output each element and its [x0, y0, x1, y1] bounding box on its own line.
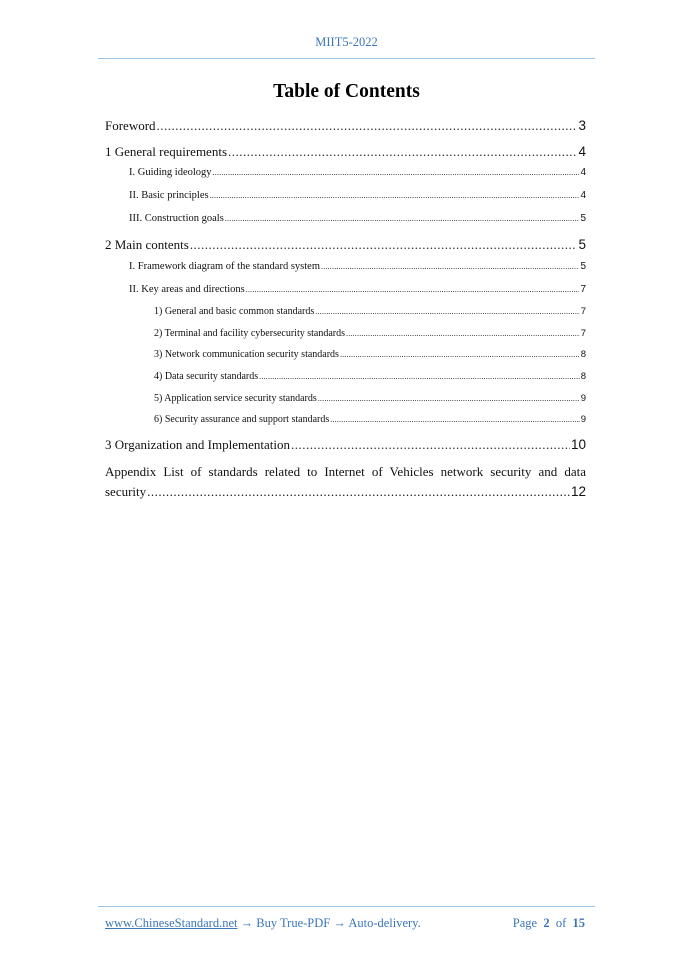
toc-entry-basic-principles[interactable] [129, 190, 586, 201]
toc-entry-framework-diagram[interactable] [129, 261, 586, 272]
footer-divider [98, 906, 595, 907]
toc-entry-page: 4 [578, 144, 586, 159]
dot-leader [315, 306, 579, 317]
toc-entry-general-requirements[interactable] [105, 144, 586, 160]
toc-entry-network-communication-standards[interactable] [154, 349, 586, 360]
toc-entry-foreword[interactable] [105, 118, 586, 134]
toc-entry-title: 4) Data security standards [154, 371, 259, 382]
toc-entry-title: I. Framework diagram of the standard system [129, 261, 320, 272]
dot-leader [340, 349, 580, 360]
toc-entry-title: 1) General and basic common standards [154, 306, 315, 317]
dot-leader [321, 261, 579, 272]
page-of-label: of [555, 916, 567, 930]
toc-entry-title: II. Key areas and directions [129, 284, 245, 295]
toc-entry-title: II. Basic principles [129, 190, 209, 201]
toc-entry-page: 8 [580, 349, 586, 360]
arrow-icon: → [333, 916, 346, 930]
toc-entry-page: 3 [578, 118, 586, 133]
dot-leader [147, 482, 570, 502]
toc-entry-page: 5 [580, 213, 586, 224]
document-code: MIIT5-2022 [315, 35, 378, 49]
dot-leader [246, 284, 580, 295]
toc-entry-organization-implementation[interactable] [105, 437, 586, 453]
page-current: 2 [543, 916, 550, 930]
toc-entry-title: Foreword [105, 118, 156, 133]
dot-leader [228, 144, 577, 160]
toc-entry-title: 3) Network communication security standards [154, 349, 339, 360]
toc-entry-title: 5) Application service security standards [154, 393, 317, 404]
toc-entry-title: 6) Security assurance and support standards [154, 414, 330, 425]
dot-leader [157, 118, 578, 134]
toc-entry-terminal-facility-standards[interactable] [154, 328, 586, 339]
auto-delivery-text: Auto-delivery. [348, 916, 421, 930]
toc-entry-key-areas[interactable] [129, 284, 586, 295]
toc-entry-title-continuation [105, 482, 586, 502]
page-total: 15 [572, 916, 585, 930]
page-title: Table of Contents [273, 81, 420, 102]
dot-leader [213, 167, 580, 178]
toc-entry-page: 12 [570, 484, 586, 499]
toc-entry-construction-goals[interactable] [129, 213, 586, 224]
toc-entry-page: 7 [580, 328, 586, 339]
toc-entry-main-contents[interactable] [105, 237, 586, 253]
toc-entry-title: 1 General requirements [105, 144, 228, 159]
toc-entry-page: 5 [578, 237, 586, 252]
toc-entry-title: I. Guiding ideology [129, 167, 212, 178]
toc-entry-data-security-standards[interactable] [154, 371, 586, 382]
toc-entry-title: III. Construction goals [129, 213, 224, 224]
toc-entry-page: 5 [580, 261, 586, 272]
toc-entry-page: 9 [580, 414, 586, 425]
toc-entry-page: 7 [580, 306, 586, 317]
dot-leader [225, 213, 580, 224]
dot-leader [346, 328, 580, 339]
dot-leader [318, 393, 580, 404]
dot-leader [210, 190, 580, 201]
page-label: Page [512, 916, 538, 930]
toc-entry-title: Appendix List of standards related to Internet of Vehicles network security and data [105, 464, 586, 479]
website-link[interactable]: www.ChineseStandard.net [105, 916, 238, 930]
dot-leader [259, 371, 580, 382]
toc-entry-page: 4 [580, 190, 586, 201]
toc-entry-general-basic-standards[interactable] [154, 306, 586, 317]
dot-leader [190, 237, 578, 253]
toc-entry-page: 10 [570, 437, 586, 452]
toc-entry-application-service-standards[interactable] [154, 393, 586, 404]
toc-entry-title: 3 Organization and Implementation [105, 437, 290, 452]
toc-entry-title: 2 Main contents [105, 237, 189, 252]
page-number [513, 916, 585, 931]
toc-entry-title: 2) Terminal and facility cybersecurity standards [154, 328, 345, 339]
toc-entry-guiding-ideology[interactable] [129, 167, 586, 178]
buy-pdf-text: Buy True-PDF [256, 916, 331, 930]
footer-promo [105, 916, 421, 931]
arrow-icon: → [240, 916, 254, 930]
toc-entry-page: 8 [580, 371, 586, 382]
toc-entry-page: 4 [580, 167, 586, 178]
toc-entry-page: 9 [580, 393, 586, 404]
toc-entry-title-end: security [105, 484, 147, 499]
toc-entry-security-assurance-standards[interactable] [154, 414, 586, 425]
toc-entry-page: 7 [580, 284, 586, 295]
dot-leader [291, 437, 570, 453]
toc-entry-appendix[interactable] [105, 462, 586, 502]
dot-leader [330, 414, 579, 425]
